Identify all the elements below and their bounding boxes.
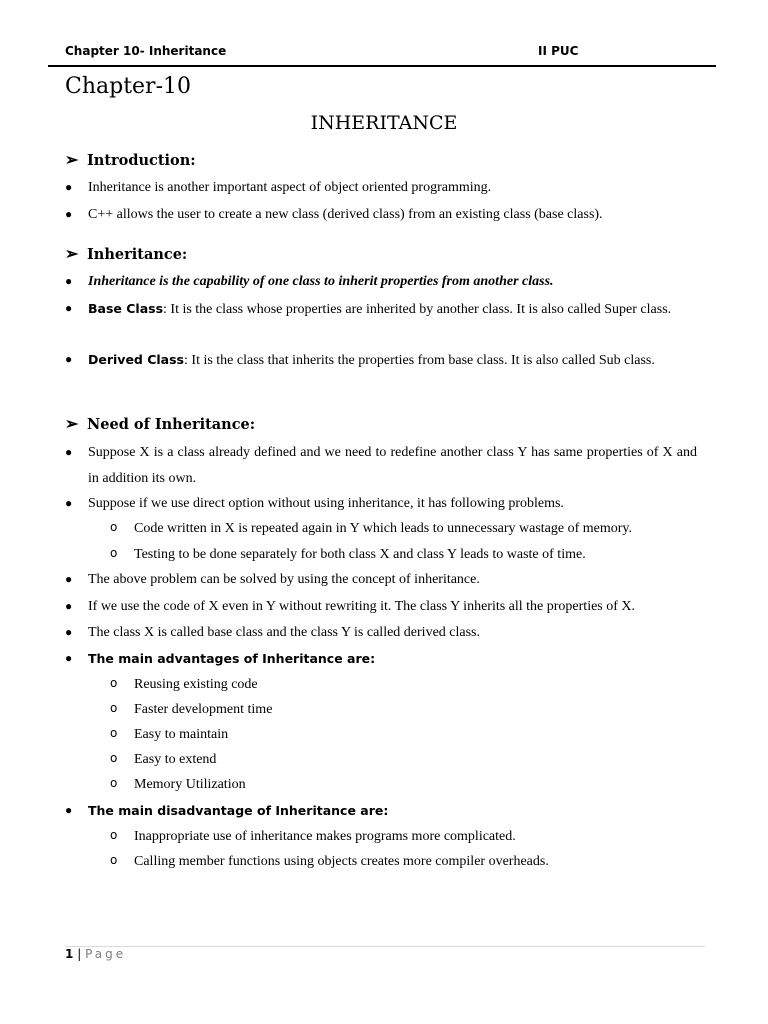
sub-list-item-text: Faster development time [134, 702, 273, 717]
list-item [65, 296, 697, 348]
list-item-text: Suppose X is a class already defined and we need to redefine another class Y has same properties of X and in addition its own. [88, 445, 697, 486]
derived-class-term: Derived Class [88, 352, 185, 367]
bullet-icon: ● [65, 803, 73, 817]
bullet-icon: ● [65, 352, 73, 366]
page-footer [65, 947, 126, 961]
circle-bullet-icon: o [110, 676, 118, 690]
chapter-title: Chapter-10 [65, 74, 192, 99]
bullet-icon: ● [65, 599, 73, 613]
bullet-icon: ● [65, 496, 73, 510]
arrow-bullet-icon: ➢ [65, 414, 79, 433]
circle-bullet-icon: o [110, 828, 118, 842]
section-heading-label: Need of Inheritance: [87, 416, 256, 433]
section-heading-inheritance [65, 244, 187, 263]
header-class-label: II PUC [538, 44, 579, 58]
arrow-bullet-icon: ➢ [65, 150, 79, 169]
bullet-icon: ● [65, 207, 73, 221]
section-heading-label: Introduction: [87, 152, 196, 169]
page-header [65, 44, 715, 64]
definition-text: Inheritance is the capability of one class to inherit properties from another class. [88, 274, 554, 289]
list-item-text: The class X is called base class and the class Y is called derived class. [88, 625, 480, 640]
sub-list-item-text: Testing to be done separately for both class X and class Y leads to waste of time. [134, 547, 586, 562]
sub-list-item-text: Code written in X is repeated again in Y which leads to unnecessary wastage of memory. [134, 521, 633, 536]
list-item-text: The above problem can be solved by using the concept of inheritance. [88, 572, 480, 587]
base-class-term: Base Class [88, 301, 164, 316]
header-chapter-label: Chapter 10- Inheritance [65, 44, 227, 58]
page-number: 1 [65, 947, 74, 961]
section-heading-label: Inheritance: [87, 246, 188, 263]
sub-list-item-text: Easy to extend [134, 752, 217, 767]
circle-bullet-icon: o [110, 701, 118, 715]
list-item-text: If we use the code of X even in Y without rewriting it. The class Y inherits all the properties of X. [88, 599, 636, 614]
circle-bullet-icon: o [110, 520, 118, 534]
footer-separator: | [77, 947, 82, 961]
page-title: INHERITANCE [310, 112, 458, 134]
circle-bullet-icon: o [110, 751, 118, 765]
list-item [65, 440, 697, 492]
base-class-text: : It is the class whose properties are inherited by another class. It is also called Super class. [163, 302, 672, 317]
list-item [65, 347, 697, 399]
page-label: Page [85, 947, 127, 961]
bullet-icon: ● [65, 274, 73, 288]
derived-class-text: : It is the class that inherits the properties from base class. It is also called Sub class. [184, 353, 655, 368]
sub-list-item-text: Calling member functions using objects creates more compiler overheads. [134, 854, 549, 869]
arrow-bullet-icon: ➢ [65, 244, 79, 263]
circle-bullet-icon: o [110, 546, 118, 560]
circle-bullet-icon: o [110, 776, 118, 790]
bullet-icon: ● [65, 572, 73, 586]
header-divider [48, 65, 716, 67]
bullet-icon: ● [65, 625, 73, 639]
sub-list-item-text: Memory Utilization [134, 777, 246, 792]
advantages-heading: The main advantages of Inheritance are: [88, 651, 376, 666]
sub-list-item-text: Easy to maintain [134, 727, 229, 742]
bullet-icon: ● [65, 180, 73, 194]
bullet-icon: ● [65, 651, 73, 665]
list-item-text: Inheritance is another important aspect of object oriented programming. [88, 180, 492, 195]
sub-list-item-text: Inappropriate use of inheritance makes programs more complicated. [134, 829, 516, 844]
footer-divider [65, 946, 705, 947]
bullet-icon: ● [65, 301, 73, 315]
circle-bullet-icon: o [110, 853, 118, 867]
list-item-text: C++ allows the user to create a new class (derived class) from an existing class (base class). [88, 207, 603, 222]
disadvantages-heading: The main disadvantage of Inheritance are: [88, 803, 389, 818]
list-item-text: Suppose if we use direct option without using inheritance, it has following problems. [88, 496, 564, 511]
sub-list-item-text: Reusing existing code [134, 677, 258, 692]
circle-bullet-icon: o [110, 726, 118, 740]
bullet-icon: ● [65, 445, 73, 459]
section-heading-introduction [65, 150, 196, 169]
section-heading-need [65, 414, 255, 433]
